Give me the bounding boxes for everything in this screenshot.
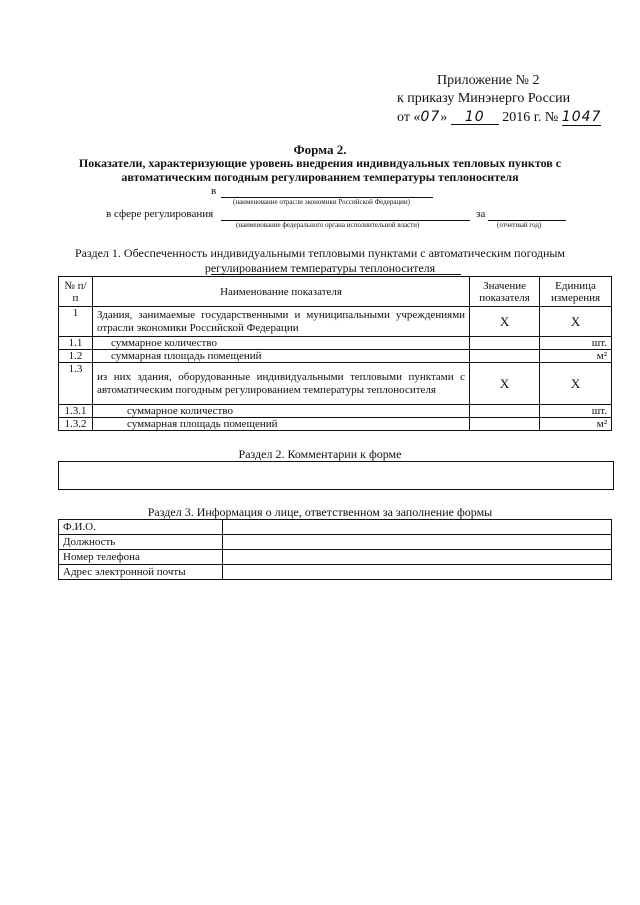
row-num: 1 — [59, 307, 93, 337]
indicators-table — [58, 276, 612, 431]
row-name: из них здания, оборудованные индивидуальными тепловыми пунктами с автоматическим погодным регулированием температуры теплоносителя — [92, 363, 469, 405]
industry-label: в — [211, 185, 217, 197]
row-name: суммарное количество — [92, 337, 469, 350]
row-num: 1.3 — [59, 363, 93, 405]
industry-caption: (наименование отрасли экономики Российской Федерации) — [233, 198, 411, 206]
header-name: Наименование показателя — [92, 277, 469, 307]
row-value[interactable] — [470, 350, 540, 363]
row-value[interactable] — [470, 418, 540, 431]
table-header — [59, 277, 612, 307]
form-heading-line2: автоматическим погодным регулированием температуры теплоносителя — [121, 170, 519, 184]
row-num: 1.1 — [59, 337, 93, 350]
row-unit: Х — [540, 307, 612, 337]
table-row — [59, 363, 612, 405]
responsible-person-table — [58, 519, 612, 580]
row-value[interactable] — [470, 405, 540, 418]
period-caption: (отчетный год) — [497, 221, 542, 229]
table-row — [59, 520, 612, 535]
appendix-title: Приложение № 2 — [437, 73, 540, 88]
row-unit: Х — [540, 363, 612, 405]
sphere-caption: (наименование федерального органа исполнительной власти) — [236, 221, 420, 229]
row-value[interactable]: Х — [470, 363, 540, 405]
appendix-month: 10 — [451, 110, 499, 125]
fio-label: Ф.И.О. — [59, 520, 223, 535]
row-name: Здания, занимаемые государственными и муниципальными учреждениями отрасли экономики Российской Федерации — [92, 307, 469, 337]
row-num: 1.3.2 — [59, 418, 93, 431]
row-value[interactable] — [470, 337, 540, 350]
row-value[interactable]: Х — [470, 307, 540, 337]
appendix-date: от «07» 10 2016 г. № 1047 — [397, 109, 602, 125]
header-value: Значение показателя — [470, 277, 540, 307]
position-label: Должность — [59, 535, 223, 550]
sphere-label: в сфере регулирования — [106, 208, 214, 220]
appendix-order: к приказу Минэнерго России — [397, 91, 571, 106]
header-num: № п/п — [59, 277, 93, 307]
email-label: Адрес электронной почты — [59, 565, 223, 580]
row-unit: м² — [540, 418, 612, 431]
table-row — [59, 337, 612, 350]
comments-box[interactable] — [58, 461, 614, 490]
table-row — [59, 350, 612, 363]
row-name: суммарное количество — [92, 405, 469, 418]
header-unit: Единица измерения — [540, 277, 612, 307]
table-row — [59, 405, 612, 418]
row-unit: шт. — [540, 337, 612, 350]
section1-title-line2: регулированием температуры теплоносителя — [204, 261, 436, 275]
table-row — [59, 418, 612, 431]
table-row — [59, 535, 612, 550]
section1-title-line1: Раздел 1. Обеспеченность индивидуальными тепловыми пунктами с автоматическим погодным — [74, 246, 566, 260]
row-unit: шт. — [540, 405, 612, 418]
form-title: Форма 2. — [293, 142, 347, 157]
phone-field[interactable] — [222, 550, 611, 565]
table-row — [59, 565, 612, 580]
row-unit: м² — [540, 350, 612, 363]
fio-field[interactable] — [222, 520, 611, 535]
row-name: суммарная площадь помещений — [92, 418, 469, 431]
row-name: суммарная площадь помещений — [92, 350, 469, 363]
appendix-number: 1047 — [561, 109, 602, 125]
appendix-day: 07 — [420, 109, 441, 125]
table-row — [59, 550, 612, 565]
email-field[interactable] — [222, 565, 611, 580]
table-row — [59, 307, 612, 337]
form-heading-line1: Показатели, характеризующие уровень внедрения индивидуальных тепловых пунктов с — [78, 156, 562, 170]
period-label: за — [476, 208, 486, 220]
row-num: 1.3.1 — [59, 405, 93, 418]
position-field[interactable] — [222, 535, 611, 550]
section1-title-underline — [211, 274, 461, 275]
section3-title: Раздел 3. Информация о лице, ответственном за заполнение формы — [147, 505, 493, 519]
section2-title: Раздел 2. Комментарии к форме — [238, 447, 402, 461]
row-num: 1.2 — [59, 350, 93, 363]
phone-label: Номер телефона — [59, 550, 223, 565]
